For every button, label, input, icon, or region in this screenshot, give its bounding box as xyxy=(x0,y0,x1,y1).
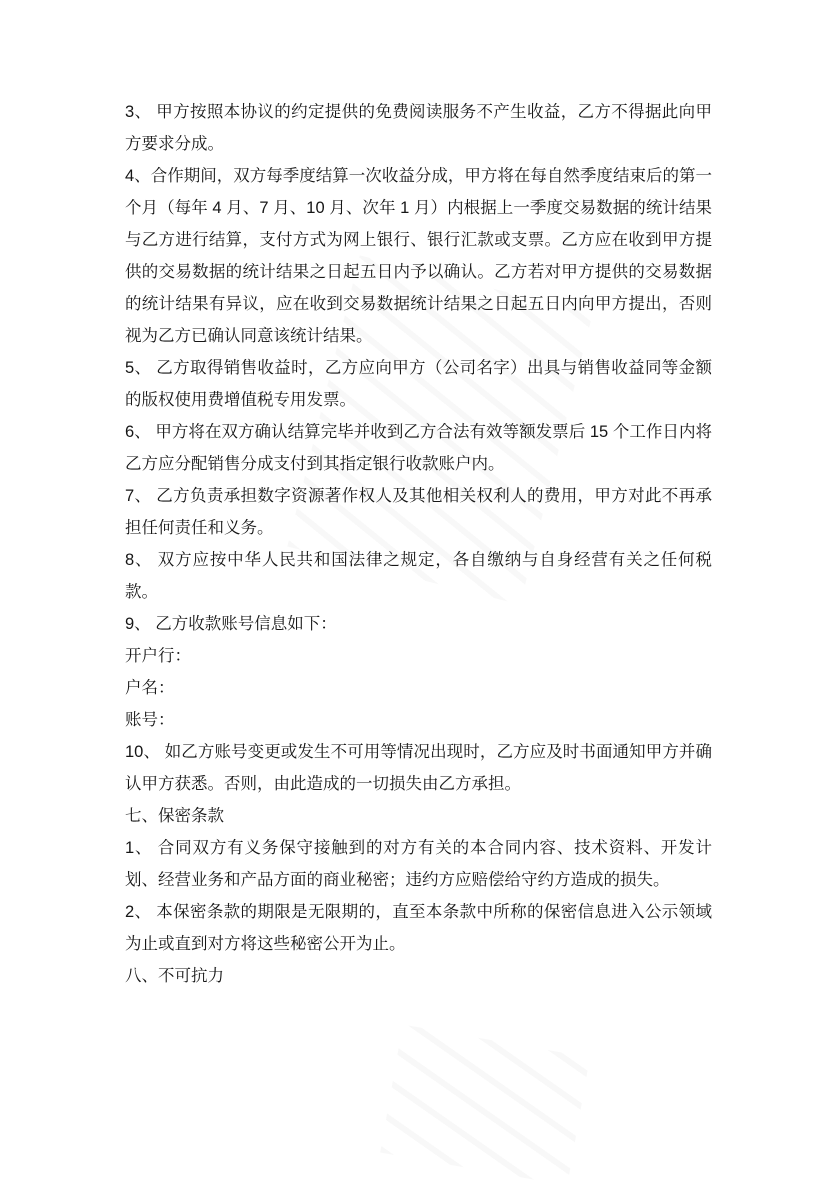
paragraph-10-account-change: 10、 如乙方账号变更或发生不可用等情况出现时，乙方应及时书面通知甲方并确认甲方获悉。否则，由此造成的一切损失由乙方承担。 xyxy=(125,743,712,793)
field-account-number: 账号： xyxy=(125,711,175,729)
field-account-name: 户名： xyxy=(125,679,175,697)
section-heading-force-majeure: 八、不可抗力 xyxy=(125,967,224,985)
paragraph-9-account-info: 9、 乙方收款账号信息如下： xyxy=(125,615,337,633)
field-bank-name: 开户行： xyxy=(125,647,191,665)
paragraph-5-invoice: 5、 乙方取得销售收益时，乙方应向甲方（公司名字）出具与销售收益同等金额的版权使用费增值税专用发票。 xyxy=(125,359,712,409)
section-heading-confidentiality: 七、保密条款 xyxy=(125,807,224,825)
paragraph-4-settlement: 4、合作期间，双方每季度结算一次收益分成，甲方将在每自然季度结束后的第一个月（每年 4 月、7 月、10 月、次年 1 月）内根据上一季度交易数据的统计结果与乙方进行结算，支付方式为网上银行、银行汇款或支票。乙方应在收到甲方提供的交易数据的统计结果之日起五日内予以确认。乙方若对甲方提供的交易数据的统计结果有异议，应在收到交易数据统计结果之日起五日内向甲方提出，否则视为乙方已确认同意该统计结果。 xyxy=(125,167,712,345)
paragraph-3-free-reading: 3、 甲方按照本协议的约定提供的免费阅读服务不产生收益，乙方不得据此向甲方要求分成。 xyxy=(125,103,712,153)
paragraph-7-fees: 7、 乙方负责承担数字资源著作权人及其他相关权利人的费用，甲方对此不再承担任何责任和义务。 xyxy=(125,487,712,537)
paragraph-2-confidentiality-term: 2、 本保密条款的期限是无限期的，直至本条款中所称的保密信息进入公示领域为止或直到对方将这些秘密公开为止。 xyxy=(125,903,712,953)
paragraph-8-taxes: 8、 双方应按中华人民共和国法律之规定，各自缴纳与自身经营有关之任何税款。 xyxy=(125,551,712,601)
paragraph-6-payment: 6、 甲方将在双方确认结算完毕并收到乙方合法有效等额发票后 15 个工作日内将乙方应分配销售分成支付到其指定银行收款账户内。 xyxy=(125,423,712,473)
paragraph-1-confidentiality-scope: 1、 合同双方有义务保守接触到的对方有关的本合同内容、技术资料、开发计划、经营业务和产品方面的商业秘密；违约方应赔偿给守约方造成的损失。 xyxy=(125,839,712,889)
